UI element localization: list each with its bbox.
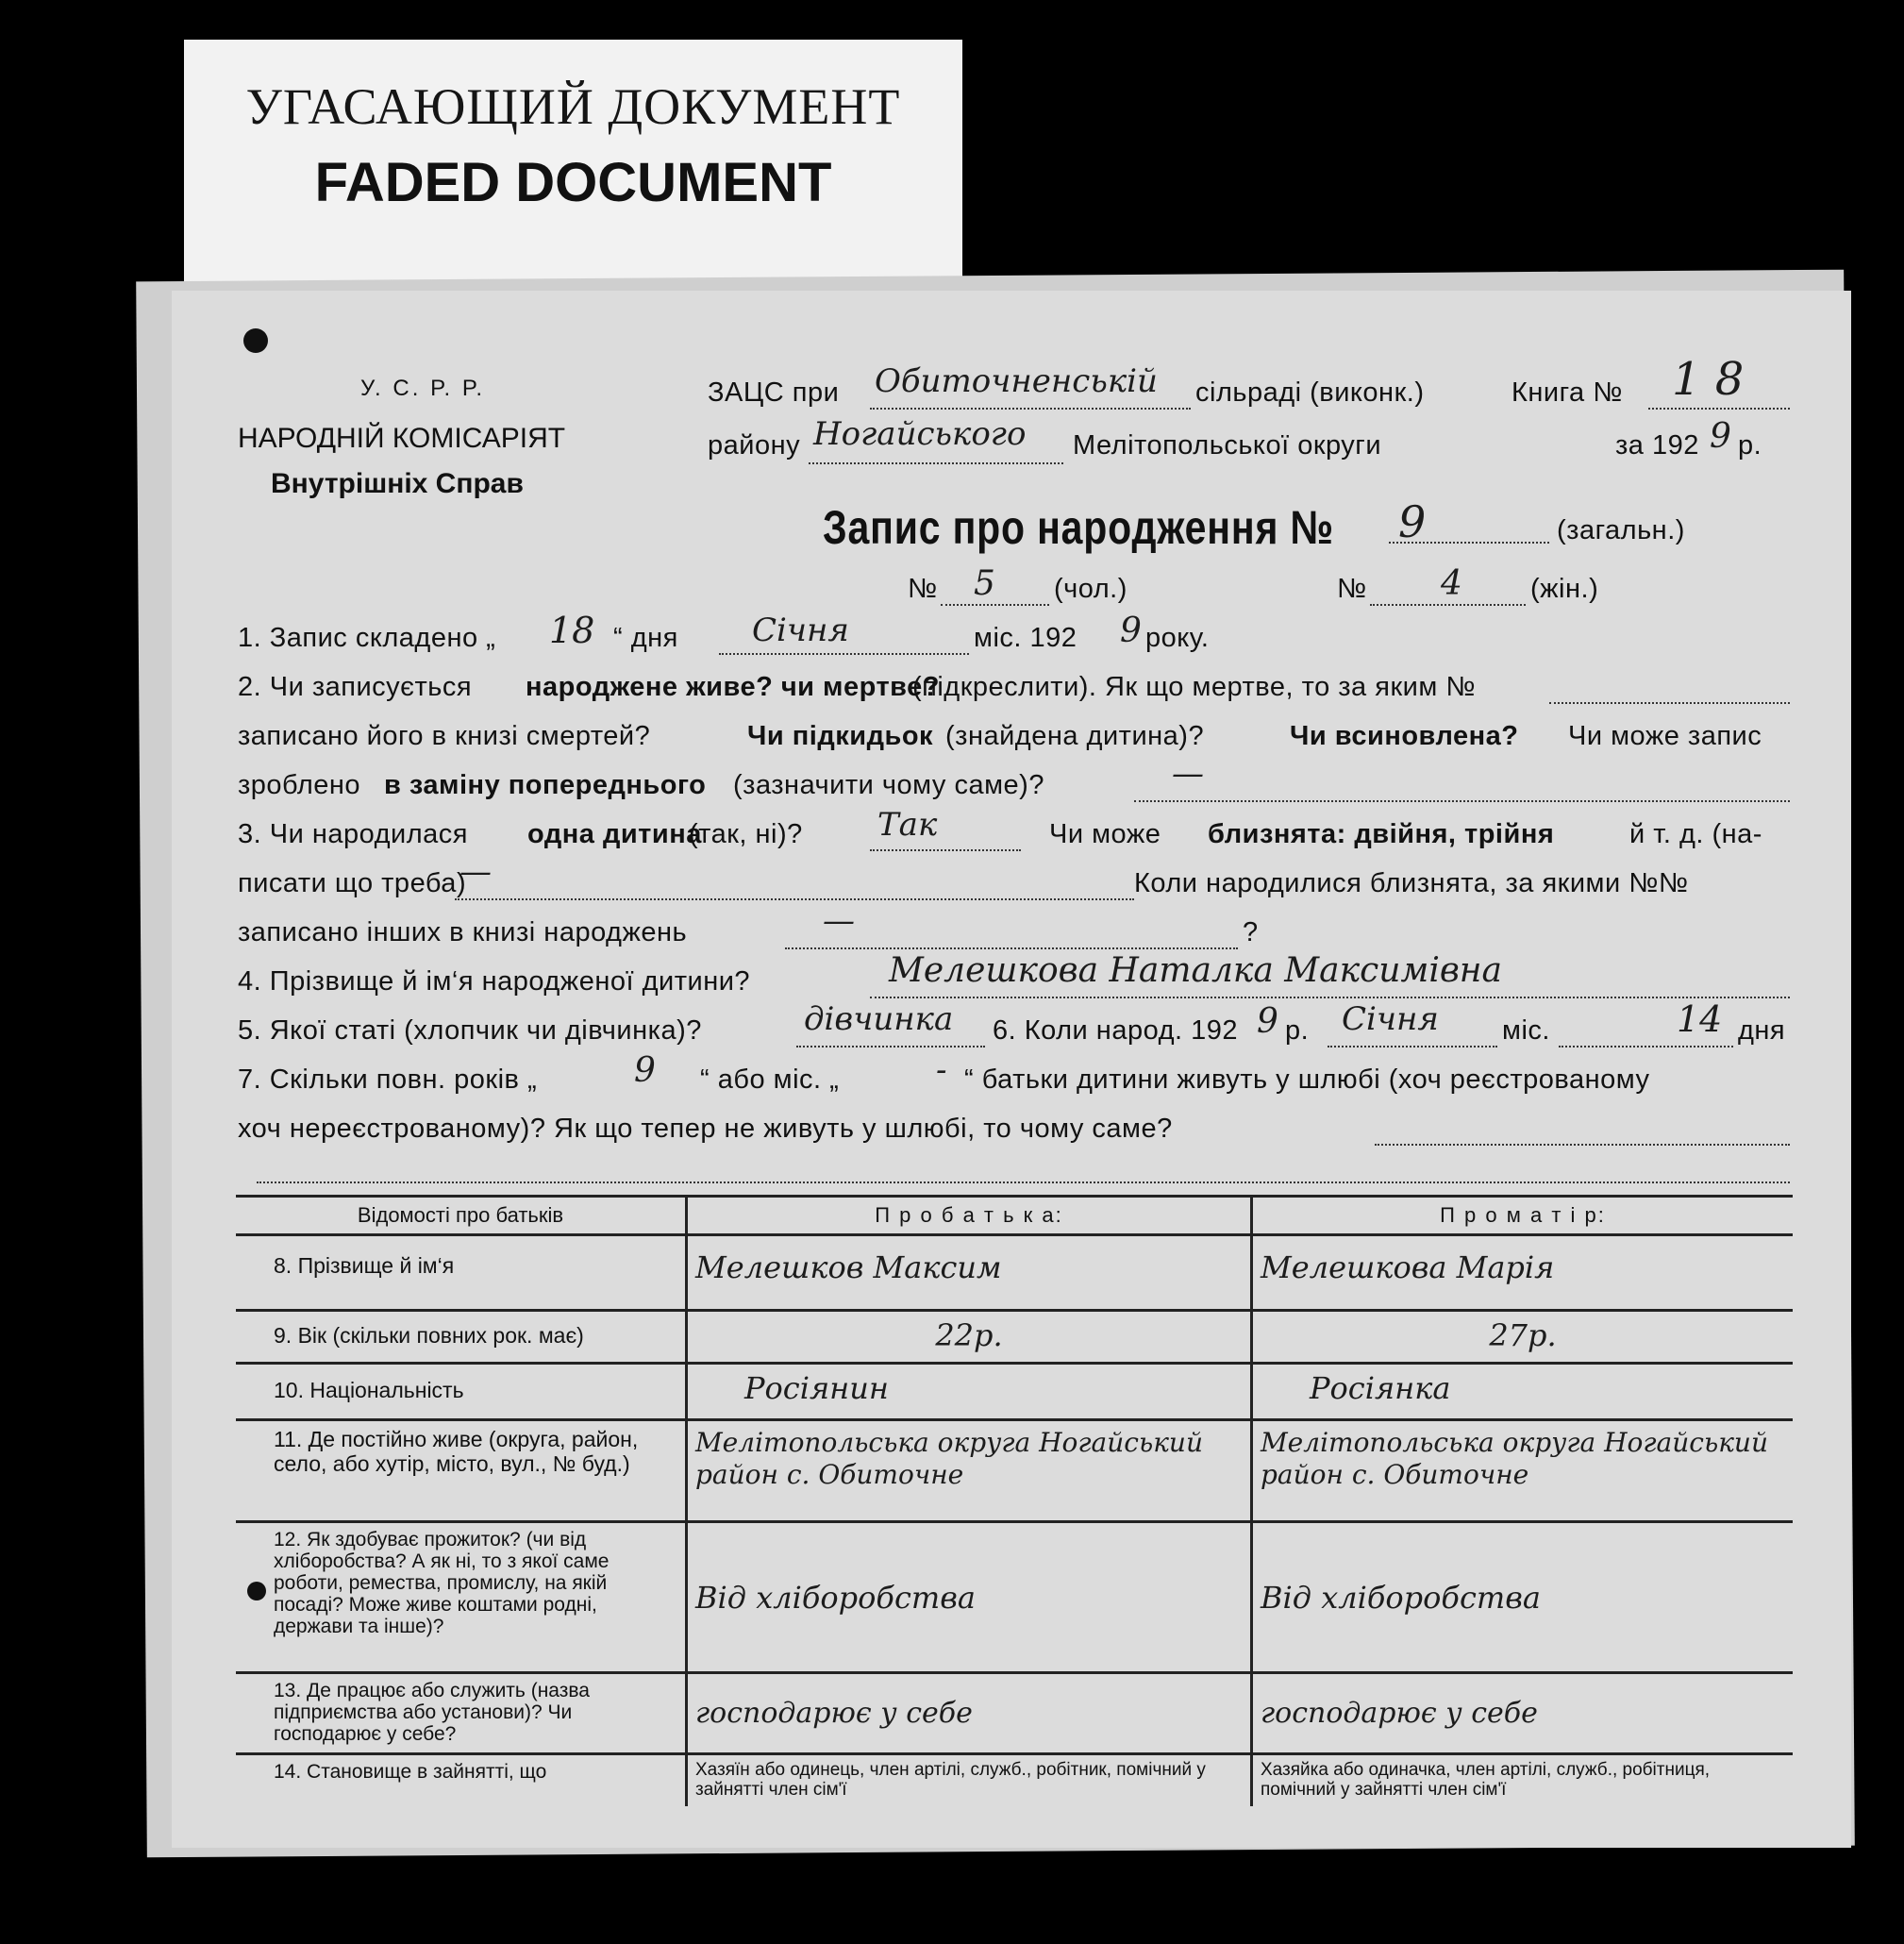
district-value: Ногайського <box>813 415 1027 453</box>
item2-l1-b: народжене живе? чи мертве? <box>526 672 940 702</box>
item1-day: 18 <box>549 610 595 651</box>
father-workplace: господарює у себе <box>687 1673 1252 1754</box>
item5-label: 5. Якої статі (хлопчик чи дівчинка)? <box>238 1015 702 1046</box>
item2-l3-b: в заміну попереднього <box>384 770 707 800</box>
item1-a: 1. Запис складено „ <box>238 623 496 653</box>
father-name: Мелешков Максим <box>687 1235 1252 1311</box>
item2-l2-b: Чи підкидьок <box>747 721 934 751</box>
item1-b: “ дня <box>613 623 678 653</box>
col-mother-header: П р о м а т і р: <box>1252 1197 1794 1235</box>
item2-l2-e: Чи може запис <box>1568 721 1762 751</box>
marriage-months-value: - <box>936 1051 947 1089</box>
year-prefix: за 192 <box>1615 430 1699 461</box>
item3-l3-a: записано інших в книзі народжень <box>238 917 688 947</box>
mother-livelihood: Від хліборобства <box>1252 1522 1794 1673</box>
item4-label: 4. Прізвище й ім‘я народженої дитини? <box>238 966 751 997</box>
birth-day-value: 14 <box>1677 998 1723 1040</box>
row8-label: 8. Прізвище й ім‘я <box>236 1235 687 1311</box>
mother-nationality: Росіянка <box>1252 1364 1794 1420</box>
stamp-text-ru: УГАСАЮЩИЙ ДОКУМЕНТ <box>245 78 901 135</box>
item2-l3-a: зроблено <box>238 770 361 800</box>
item7-l1-a: 7. Скільки повн. років „ <box>238 1064 538 1095</box>
item7-l2-a: хоч нереєстрованому)? Як що тепер не живуть у шлюбі, то чому саме? <box>238 1114 1173 1144</box>
male-number-value: 5 <box>974 564 995 603</box>
item1-c: міс. 192 <box>974 623 1077 653</box>
female-number-prefix: № <box>1337 574 1367 604</box>
item2-l3-c: (зазначити чому саме)? <box>733 770 1044 800</box>
father-age: 22р. <box>687 1311 1252 1364</box>
item3-l3-b: ? <box>1243 917 1259 947</box>
item7-l1-c: “ батьки дитини живуть у шлюбі (хоч реєстрованому <box>964 1064 1650 1095</box>
row13-label: 13. Де працює або служить (назва підприємства або установи)? Чи господарює у себе? <box>236 1673 687 1754</box>
male-number-prefix: № <box>908 574 938 604</box>
item3-twins-value: — <box>459 853 492 891</box>
item2-l1-c: (підкреслити). Як що мертве, то за яким № <box>912 672 1476 702</box>
item2-l1-a: 2. Чи записується <box>238 672 473 702</box>
male-number-label: (чол.) <box>1054 574 1127 604</box>
council-label: сільраді (виконк.) <box>1195 377 1425 408</box>
row12-label: 12. Як здобуває прожиток? (чи від хліборобства? А як ні, то з якої саме роботи, ремества, промислу, на якій посаді? Може живе коштами родні, держави та інше)? <box>236 1522 687 1673</box>
commissariat-label: НАРОДНІЙ КОМІСАРІЯТ <box>238 423 566 454</box>
year-suffix: р. <box>1738 430 1762 461</box>
faded-document-stamp <box>184 40 962 287</box>
item3-others-value: — <box>823 902 855 940</box>
item3-l1-a: 3. Чи народилася <box>238 819 468 849</box>
item3-l1-d: Чи може <box>1049 819 1161 849</box>
mother-name: Мелешкова Марія <box>1252 1235 1794 1311</box>
parents-table <box>236 1195 1793 1806</box>
marriage-years-value: 9 <box>634 1051 656 1090</box>
birth-record-form <box>172 291 1851 1848</box>
item3-l1-c: (так, ні)? <box>689 819 803 849</box>
item1-year: 9 <box>1120 612 1142 650</box>
item3-l1-b: одна дитина <box>527 819 702 849</box>
row9-label: 9. Вік (скільки повних рок. має) <box>236 1311 687 1364</box>
child-sex-value: дівчинка <box>804 1000 954 1038</box>
item1-d: року. <box>1145 623 1210 653</box>
birth-year-digit: 9 <box>1257 1002 1278 1041</box>
okruha-label: Мелітопольської округи <box>1073 430 1382 461</box>
book-number: 1 8 <box>1672 353 1745 406</box>
item3-l2-a: писати що треба) <box>238 868 467 898</box>
zags-prefix: ЗАЦС при <box>708 377 840 408</box>
general-label: (загальн.) <box>1557 515 1685 545</box>
mother-workplace: господарює у себе <box>1252 1673 1794 1754</box>
female-number-label: (жін.) <box>1530 574 1599 604</box>
item6-label: 6. Коли народ. 192 <box>993 1015 1238 1046</box>
item2-l2-d: Чи всиновлена? <box>1290 721 1519 751</box>
internal-affairs-label: Внутрішніх Справ <box>271 468 524 499</box>
item3-l1-e: близнята: двійня, трійня <box>1208 819 1555 849</box>
item7-l1-b: “ або міс. „ <box>700 1064 840 1095</box>
mother-age: 27р. <box>1252 1311 1794 1364</box>
year-digit: 9 <box>1710 417 1731 456</box>
col-father-header: П р о б а т ь к а: <box>687 1197 1252 1235</box>
female-number-value: 4 <box>1441 564 1462 603</box>
father-nationality: Росіянин <box>687 1364 1252 1420</box>
father-position: Хазяїн або одинець, член артілі, служб., робітник, помічний у зайнятті член сім'ї <box>687 1754 1252 1806</box>
item6-year-suffix: р. <box>1285 1015 1310 1046</box>
district-prefix: району <box>708 430 801 461</box>
birth-month-value: Січня <box>1342 1000 1439 1038</box>
father-residence: Мелітопольська округа Ногайський район с. Обиточне <box>687 1420 1252 1522</box>
item1-month: Січня <box>752 612 849 649</box>
ussr-label: У. С. Р. Р. <box>360 376 486 401</box>
row14-label: 14. Становище в зайнятті, що <box>236 1754 687 1806</box>
item3-l2-b: Коли народилися близнята, за якими №№ <box>1134 868 1689 898</box>
item6-month-label: міс. <box>1502 1015 1550 1046</box>
book-label: Книга № <box>1512 377 1623 408</box>
record-number: 9 <box>1398 496 1427 547</box>
item2-l2-a: записано його в книзі смертей? <box>238 721 651 751</box>
row11-label: 11. Де постійно живе (округа, район, село, або хутір, місто, вул., № буд.) <box>236 1420 687 1522</box>
mother-residence: Мелітопольська округа Ногайський район с. Обиточне <box>1252 1420 1794 1522</box>
stamp-text-en: FADED DOCUMENT <box>314 152 832 213</box>
item2-l2-c: (знайдена дитина)? <box>945 721 1205 751</box>
father-livelihood: Від хліборобства <box>687 1522 1252 1673</box>
child-name-value: Мелешкова Наталка Максимівна <box>889 951 1502 990</box>
zags-council-value: Обиточненській <box>875 362 1158 400</box>
item2-l3-value: — <box>1172 755 1204 793</box>
punch-hole <box>243 328 268 353</box>
item6-day-label: дня <box>1738 1015 1786 1046</box>
row10-label: 10. Національність <box>236 1364 687 1420</box>
col-info-header: Відомості про батьків <box>236 1197 687 1235</box>
item3-l1-f: й т. д. (на- <box>1629 819 1762 849</box>
item3-single-value: Так <box>877 806 938 844</box>
record-title: Запис про народження № <box>823 501 1334 554</box>
mother-position: Хазяйка або одиначка, член артілі, служб., робітниця, помічний у зайнятті член сім'ї <box>1252 1754 1794 1806</box>
